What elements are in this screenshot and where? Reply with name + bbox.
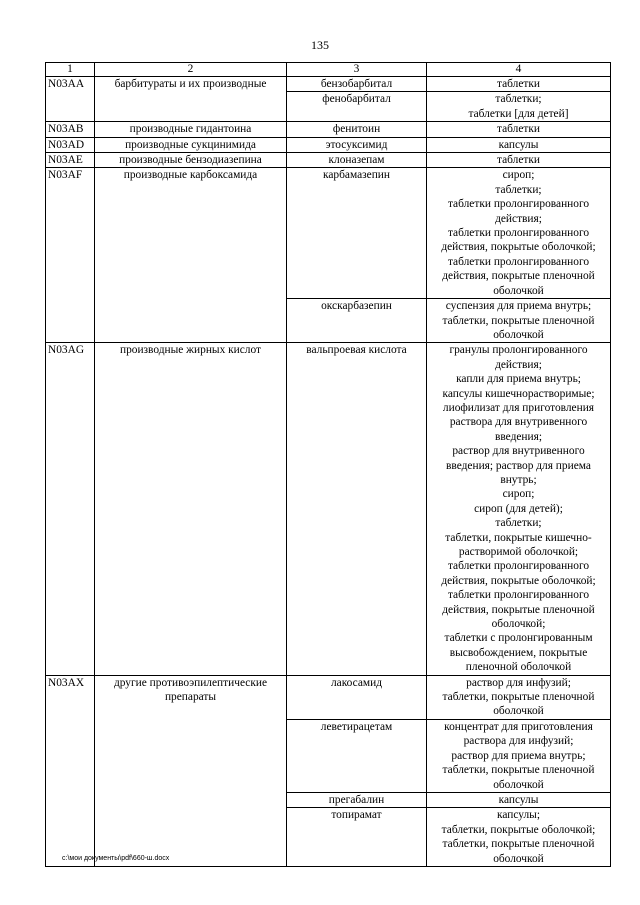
- dosage-forms-cell: [427, 299, 611, 343]
- dosage-form-line: таблетки, покрытые пленочной: [442, 691, 595, 704]
- dosage-form-line: таблетки пролонгированного: [447, 255, 590, 268]
- dosage-form-line: оболочкой;: [491, 618, 546, 631]
- dosage-form-line: капли для приема внутрь;: [456, 373, 581, 386]
- column-number: 3: [287, 63, 427, 77]
- table-row: [46, 168, 611, 299]
- dosage-form-line: высвобождением, покрытые: [449, 646, 588, 659]
- column-number-row: [46, 63, 611, 77]
- drug-group-cell: производные сукцинимида: [95, 137, 287, 152]
- dosage-form-line: таблетки;: [495, 183, 542, 196]
- dosage-forms-cell: [427, 137, 611, 152]
- table-row: [46, 343, 611, 675]
- dosage-forms-cell: [427, 719, 611, 792]
- drug-group-cell: производные бензодиазепина: [95, 153, 287, 168]
- drug-name-cell: лакосамид: [287, 675, 427, 719]
- drug-name-cell: прегабалин: [287, 792, 427, 807]
- drug-name-cell: топирамат: [287, 808, 427, 867]
- dosage-form-line: таблетки пролонгированного: [447, 227, 590, 240]
- table-row: [46, 675, 611, 719]
- dosage-form-line: таблетки, покрытые пленочной: [442, 314, 595, 327]
- dosage-form-line: действия, покрытые пленочной: [442, 270, 595, 283]
- dosage-form-line: капсулы;: [497, 809, 540, 822]
- dosage-form-line: таблетки: [496, 123, 541, 136]
- dosage-form-line: таблетки;: [495, 93, 542, 106]
- drug-name-cell: клоназепам: [287, 153, 427, 168]
- dosage-form-line: действия, покрытые пленочной: [442, 603, 595, 616]
- dosage-form-line: оболочкой: [493, 284, 544, 297]
- dosage-form-line: капсулы: [498, 793, 539, 806]
- dosage-form-line: таблетки: [496, 78, 541, 90]
- atc-code-cell: N03AE: [46, 153, 95, 168]
- dosage-forms-cell: [427, 168, 611, 299]
- dosage-forms-cell: [427, 808, 611, 867]
- page-number: 135: [311, 38, 329, 52]
- dosage-form-line: таблетки: [496, 154, 541, 167]
- table-row: [46, 122, 611, 137]
- dosage-forms-cell: [427, 92, 611, 122]
- dosage-form-line: раствора для инфузий;: [463, 735, 574, 748]
- dosage-form-line: внутрь;: [500, 473, 537, 486]
- dosage-form-line: лиофилизат для приготовления: [442, 401, 595, 414]
- dosage-forms-cell: [427, 122, 611, 137]
- atc-code-cell: N03AF: [46, 168, 95, 343]
- dosage-form-line: таблетки, покрытые оболочкой;: [441, 823, 596, 836]
- dosage-form-line: действия, покрытые оболочкой;: [441, 241, 596, 254]
- atc-code-cell: N03AA: [46, 77, 95, 122]
- dosage-forms-cell: [427, 77, 611, 92]
- dosage-forms-cell: [427, 675, 611, 719]
- dosage-form-line: растворимой оболочкой;: [458, 546, 579, 558]
- dosage-form-line: концентрат для приготовления: [444, 720, 593, 733]
- dosage-form-line: гранулы пролонгированного: [449, 344, 588, 357]
- dosage-form-line: таблетки, покрытые пленочной: [442, 764, 595, 777]
- column-number: 1: [46, 63, 95, 77]
- dosage-form-line: действия;: [495, 358, 542, 371]
- dosage-form-line: оболочкой: [493, 852, 544, 865]
- column-number: 4: [427, 63, 611, 77]
- dosage-form-line: таблетки, покрытые кишечно-: [445, 531, 592, 544]
- dosage-form-line: таблетки пролонгированного: [447, 198, 590, 211]
- dosage-form-line: раствор для инфузий;: [466, 676, 571, 689]
- dosage-form-line: раствор для внутривенного: [452, 445, 585, 458]
- drug-name-cell: вальпроевая кислота: [287, 343, 427, 675]
- drug-table: [45, 62, 611, 867]
- drug-name-cell: окскарбазепин: [287, 299, 427, 343]
- table-row: [46, 137, 611, 152]
- dosage-forms-cell: [427, 792, 611, 807]
- dosage-forms-cell: [427, 153, 611, 168]
- table-body: [46, 77, 611, 867]
- dosage-form-line: действия;: [495, 212, 542, 225]
- dosage-form-line: оболочкой: [493, 328, 544, 341]
- table-row: [46, 77, 611, 92]
- dosage-form-line: сироп (для детей);: [474, 502, 563, 515]
- atc-code-cell: N03AB: [46, 122, 95, 137]
- dosage-form-line: таблетки;: [495, 517, 542, 530]
- dosage-form-line: пленочной оболочкой: [465, 661, 572, 674]
- drug-name-cell: этосуксимид: [287, 137, 427, 152]
- drug-group-cell: производные гидантоина: [95, 122, 287, 137]
- drug-group-cell: производные карбоксамида: [95, 168, 287, 343]
- drug-name-cell: леветирацетам: [287, 719, 427, 792]
- dosage-form-line: сироп;: [502, 488, 535, 501]
- dosage-form-line: введения; раствор для приема: [446, 459, 591, 472]
- dosage-form-line: таблетки, покрытые пленочной: [442, 838, 595, 851]
- drug-name-cell: бензобарбитал: [287, 77, 427, 92]
- dosage-form-line: капсулы кишечнорастворимые;: [442, 387, 595, 400]
- drug-group-cell: барбитураты и их производные: [95, 77, 287, 122]
- dosage-form-line: таблетки пролонгированного: [447, 589, 590, 602]
- dosage-form-line: раствор для приема внутрь;: [451, 749, 586, 762]
- dosage-form-line: оболочкой: [493, 778, 544, 791]
- dosage-form-line: таблетки пролонгированного: [447, 560, 590, 573]
- drug-name-cell: карбамазепин: [287, 168, 427, 299]
- dosage-form-line: суспензия для приема внутрь;: [445, 300, 592, 313]
- drug-group-cell: производные жирных кислот: [95, 343, 287, 675]
- dosage-form-line: действия, покрытые оболочкой;: [441, 574, 596, 587]
- drug-group-cell: другие противоэпилептические препараты: [95, 675, 287, 866]
- dosage-form-line: оболочкой: [493, 705, 544, 718]
- drug-name-cell: фенитоин: [287, 122, 427, 137]
- atc-code-cell: N03AX: [46, 675, 95, 866]
- dosage-form-line: капсулы: [498, 138, 539, 151]
- atc-code-cell: N03AD: [46, 137, 95, 152]
- footer-file-path: c:\мои документы\pdf\660-ш.docx: [62, 855, 170, 862]
- dosage-form-line: таблетки с пролонгированным: [444, 632, 593, 645]
- column-number: 2: [95, 63, 287, 77]
- dosage-form-line: раствора для внутривенного: [449, 416, 588, 429]
- dosage-form-line: сироп;: [502, 169, 535, 182]
- dosage-form-line: таблетки [для детей]: [468, 107, 569, 120]
- dosage-form-line: введения;: [494, 430, 543, 443]
- table-row: [46, 153, 611, 168]
- atc-code-cell: N03AG: [46, 343, 95, 675]
- drug-name-cell: фенобарбитал: [287, 92, 427, 122]
- dosage-forms-cell: [427, 343, 611, 675]
